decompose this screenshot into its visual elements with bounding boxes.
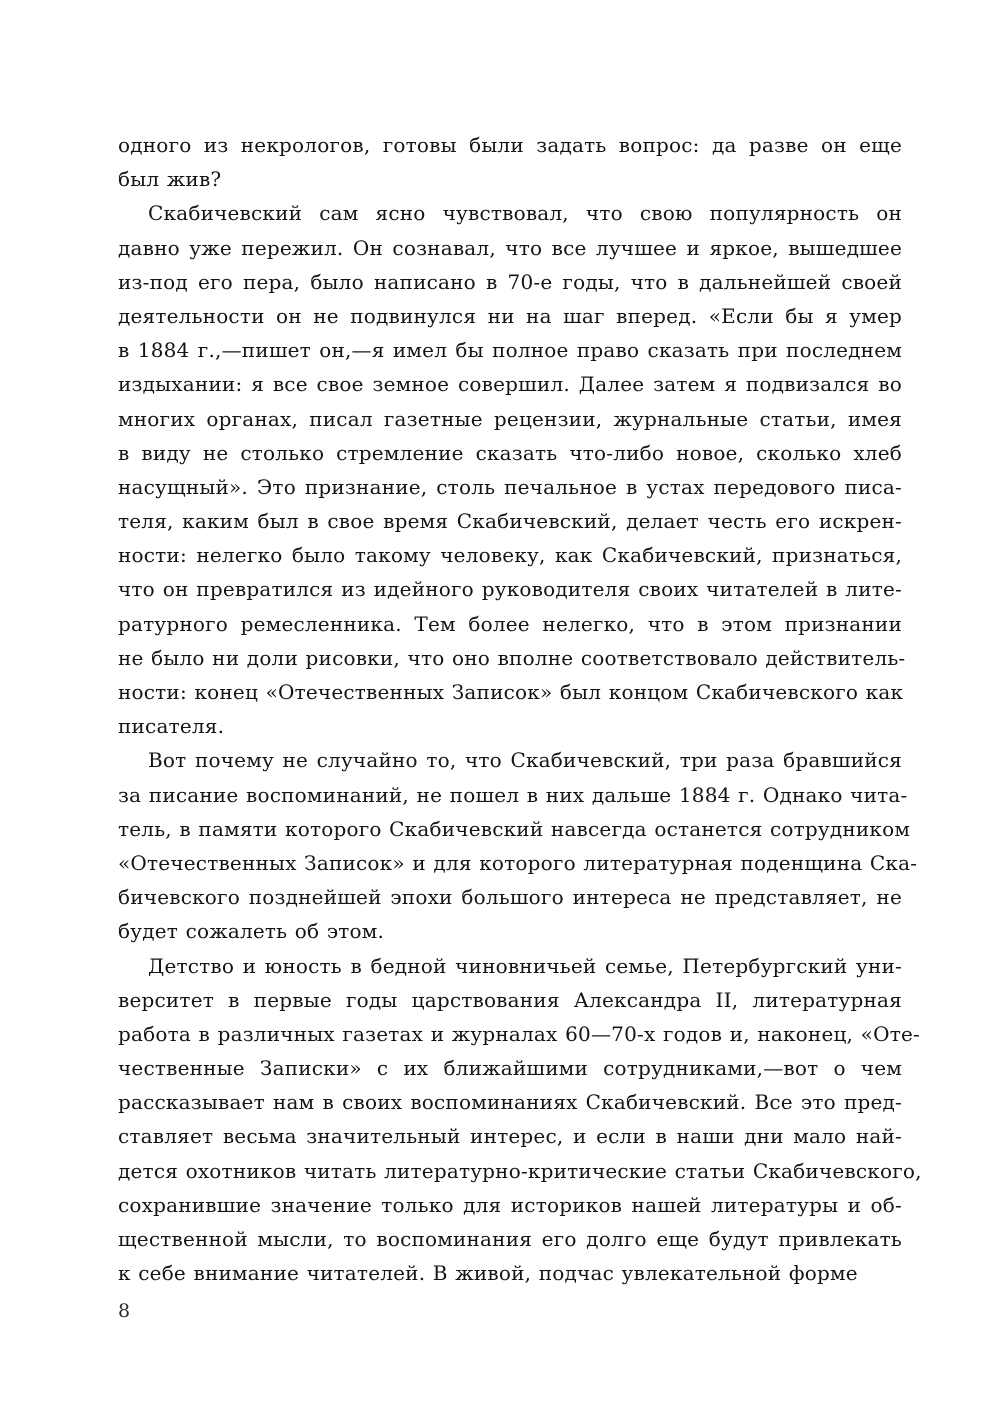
- paragraph: [118, 128, 902, 196]
- page-number: 8: [118, 1300, 131, 1322]
- text-line: Скабичевский сам ясно чувствовал, что свою популярность он: [148, 201, 902, 226]
- text-line: ности: нелегко было такому человеку, как Скабичевский, признаться,: [118, 543, 902, 568]
- text-line: за писание воспоминаний, не пошел в них дальше 1884 г. Однако чита-: [118, 782, 908, 807]
- text-line: ставляет весьма значительный интерес, и если в наши дни мало най-: [118, 1124, 902, 1149]
- text-line: писателя.: [118, 714, 225, 739]
- text-line: что он превратился из идейного руководителя своих читателей в лите-: [118, 577, 902, 602]
- text-line: верситет в первые годы царствования Александра II, литературная: [118, 987, 902, 1012]
- body-text: [118, 128, 922, 1290]
- text-line: работа в различных газетах и журналах 60—70-х годов и, наконец, «Оте-: [118, 1021, 920, 1046]
- text-line: Детство и юность в бедной чиновничьей семье, Петербургский уни-: [148, 953, 902, 978]
- text-line: ности: конец «Отечественных Записок» был концом Скабичевского как: [118, 680, 904, 704]
- paragraph: [118, 949, 922, 1291]
- text-line: щественной мысли, то воспоминания его долго еще будут привлекать: [118, 1227, 902, 1251]
- text-line: «Отечественных Записок» и для которого литературная поденщина Ска-: [118, 850, 918, 875]
- text-line: дется охотников читать литературно-критические статьи Скабичевского,: [118, 1158, 922, 1183]
- text-line: бичевского позднейшей эпохи большого интереса не представляет, не: [118, 885, 902, 910]
- text-line: в виду не столько стремление сказать что-либо новое, сколько хлеб: [118, 440, 902, 465]
- text-line: деятельности он не подвинулся ни на шаг вперед. «Если бы я умер: [118, 303, 902, 328]
- paragraph: [118, 196, 906, 743]
- text-line: сохранившие значение только для историков нашей литературы и об-: [118, 1192, 902, 1217]
- text-line: рассказывает нам в своих воспоминаниях Скабичевский. Все это пред-: [118, 1090, 902, 1115]
- text-line: многих органах, писал газетные рецензии, журнальные статьи, имея: [118, 406, 902, 431]
- text-line: чественные Записки» с их ближайшими сотрудниками,—вот о чем: [118, 1056, 902, 1081]
- text-line: издыхании: я все свое земное совершил. Далее затем я подвизался во: [118, 372, 902, 397]
- text-line: ратурного ремесленника. Тем более нелегко, что в этом признании: [118, 611, 902, 636]
- text-line: не было ни доли рисовки, что оно вполне соответствовало действитель-: [118, 645, 906, 670]
- text-line: тель, в памяти которого Скабичевский навсегда останется сотрудником: [118, 816, 911, 841]
- text-line: давно уже пережил. Он сознавал, что все лучшее и яркое, вышедшее: [118, 235, 902, 260]
- text-line: в 1884 г.,—пишет он,—я имел бы полное право сказать при последнем: [118, 338, 902, 363]
- text-line: из-под его пера, было написано в 70-е годы, что в дальнейшей своей: [118, 269, 902, 294]
- text-line: одного из некрологов, готовы были задать вопрос: да разве он еще: [118, 133, 902, 157]
- text-line: был жив?: [118, 167, 222, 192]
- text-line: Вот почему не случайно то, что Скабичевский, три раза бравшийся: [148, 748, 902, 773]
- text-line: будет сожалеть об этом.: [118, 919, 385, 944]
- paragraph: [118, 743, 918, 948]
- text-line: к себе внимание читателей. В живой, подчас увлекательной форме: [118, 1261, 858, 1286]
- text-line: насущный». Это признание, столь печальное в устах передового писа-: [118, 474, 902, 499]
- text-line: теля, каким был в свое время Скабичевский, делает честь его искрен-: [118, 509, 902, 534]
